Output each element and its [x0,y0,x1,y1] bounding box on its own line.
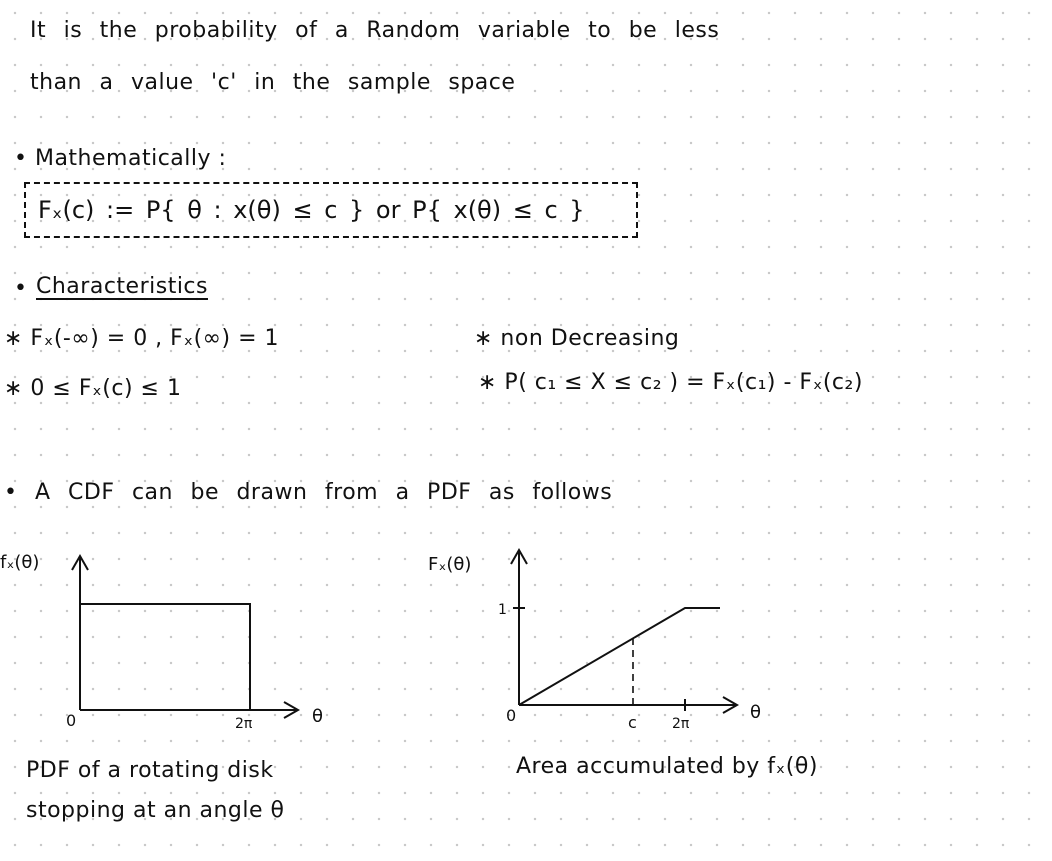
cdf-c-label: c [628,713,637,732]
characteristics-heading: Characteristics [36,274,208,299]
cdf-y-label: Fₓ(θ) [428,554,472,575]
pdf-x-label: θ [312,706,324,727]
definition-formula: Fₓ(c) := P{ θ : x(θ) ≤ c } or P{ x(θ) ≤ c } [38,196,585,224]
cdf-caption: Area accumulated by fₓ(θ) [516,754,818,779]
intro-line-1: It is the probability of a Random variable to be less [30,18,720,43]
characteristic-bounds: ∗ 0 ≤ Fₓ(c) ≤ 1 [4,376,182,401]
pdf-plot [0,540,360,740]
pdf-y-label: fₓ(θ) [0,552,40,573]
pdf-uniform-density [80,604,250,710]
pdf-caption-line-2: stopping at an angle θ [26,798,285,823]
mathematically-heading: • Mathematically : [14,146,227,171]
pdf-caption-line-1: PDF of a rotating disk [26,758,274,783]
cdf-curve [519,608,720,705]
intro-line-2: than a value 'c' in the sample space [30,70,516,95]
cdf-y-tick-label: 1 [498,602,507,618]
pdf-origin-label: 0 [66,711,77,730]
characteristic-limits: ∗ Fₓ(-∞) = 0 , Fₓ(∞) = 1 [4,326,280,351]
characteristic-interval-probability: ∗ P( c₁ ≤ X ≤ c₂ ) = Fₓ(c₁) - Fₓ(c₂) [478,370,863,395]
cdf-2pi-label: 2π [672,716,690,732]
characteristics-bullet: • [14,276,28,301]
cdf-plot [420,540,780,740]
cdf-x-label: θ [750,702,762,723]
cdf-origin-label: 0 [506,706,517,725]
cdf-intro-text: • A CDF can be drawn from a PDF as follows [4,480,613,505]
pdf-2pi-label: 2π [235,716,253,732]
characteristic-non-decreasing: ∗ non Decreasing [474,326,680,351]
definition-formula-box [24,182,638,238]
